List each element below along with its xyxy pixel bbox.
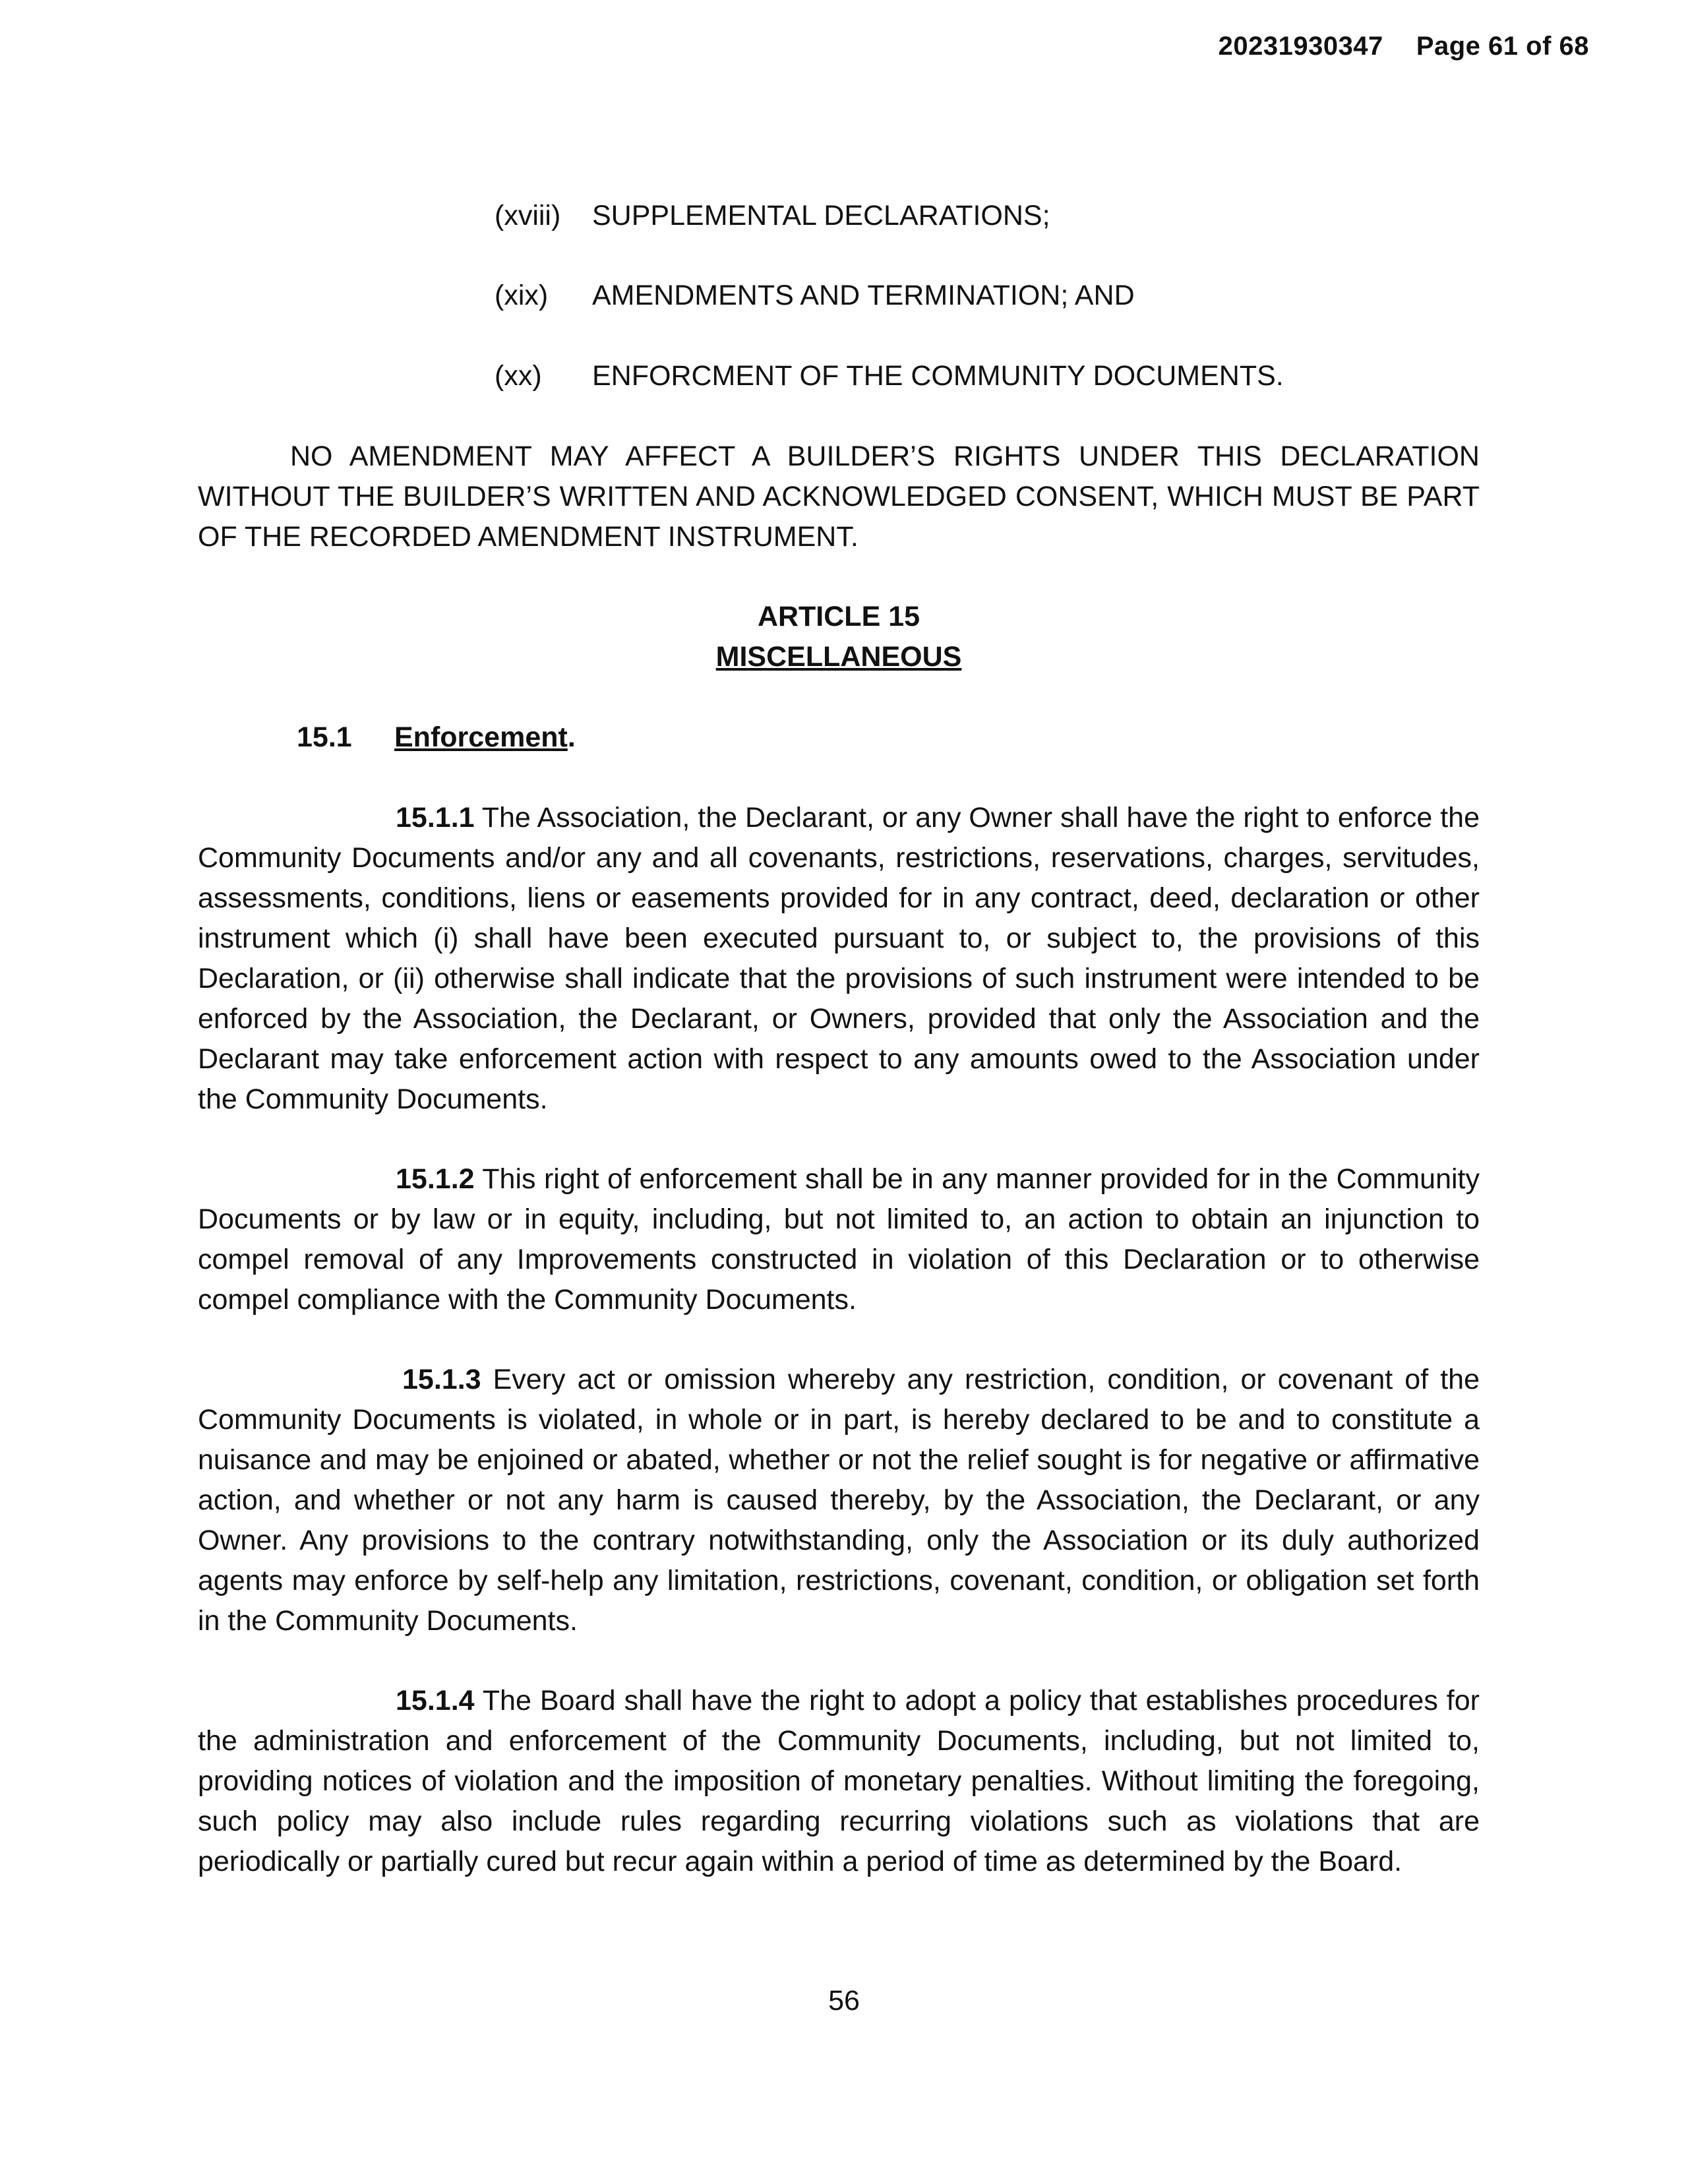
list-item-numeral: (xix): [495, 280, 549, 311]
section-title-period: .: [567, 721, 576, 753]
subsection-text: This right of enforcement shall be in any manner provided for in the Community Documents or by law or in equity, including, but not limited to, an action to obtain an injunction to compel removal of any Improvements constructed in violation of this Declaration or to otherwise compel compliance with the Community Documents.: [198, 1163, 1480, 1316]
list-item-text: AMENDMENTS AND TERMINATION; AND: [592, 280, 1135, 311]
subsection-number: 15.1.3: [402, 1364, 481, 1395]
subsection-text: The Association, the Declarant, or any Owner shall have the right to enforce the Community Documents and/or any and all covenants, restrictions, reservations, charges, servitudes, assessments, conditions, liens or easements provided for in any contract, deed, declaration or other instrument which (i) shall have been executed pursuant to, or subject to, the provisions of this Declaration, or (ii) otherwise shall indicate that the provisions of such instrument were intended to be enforced by the Association, the Declarant, or Owners, provided that only the Association and the Declarant may take enforcement action with respect to any amounts owed to the Association under the Community Documents.: [198, 802, 1480, 1115]
subsection-number: 15.1.2: [396, 1163, 475, 1195]
list-item-xix: [495, 276, 1135, 316]
page-count-label: Page 61 of 68: [1416, 32, 1589, 61]
list-item-numeral: (xviii): [495, 200, 561, 231]
subsection-15-1-3: [198, 1360, 1480, 1641]
article-heading: [198, 597, 1480, 677]
subsection-15-1-4: [198, 1681, 1480, 1882]
subsection-text: Every act or omission whereby any restriction, condition, or covenant of the Community Documents is violated, in whole or in part, is hereby declared to be and to constitute a nuisance and may be enjoined or abated, whether or not the relief sought is for negative or affirmative action, and whether or not any harm is caused thereby, by the Association, the Declarant, or any Owner. Any provisions to the contrary notwithstanding, only the Association or its duly authorized agents may enforce by self-help any limitation, restrictions, covenant, condition, or obligation set forth in the Community Documents.: [198, 1364, 1480, 1637]
document-number: 20231930347: [1218, 32, 1383, 61]
subsection-15-1-2: [198, 1159, 1480, 1320]
list-item-xx: [495, 356, 1284, 396]
subsection-15-1-1: [198, 798, 1480, 1120]
section-title: Enforcement: [394, 721, 568, 753]
section-number: 15.1: [297, 721, 352, 753]
subsection-text: The Board shall have the right to adopt a policy that establishes procedures for the administration and enforcement of the Community Documents, including, but not limited to, providing notices of violation and the imposition of monetary penalties. Without limiting the foregoing, such policy may also include rules regarding recurring violations such as violations that are periodically or partially cured but recur again within a period of time as determined by the Board.: [198, 1685, 1480, 1877]
article-number: ARTICLE 15: [757, 601, 920, 632]
subsection-number: 15.1.4: [396, 1685, 475, 1716]
list-item-text: ENFORCMENT OF THE COMMUNITY DOCUMENTS.: [592, 360, 1284, 392]
section-heading-15-1: [297, 717, 576, 758]
list-item-text: SUPPLEMENTAL DECLARATIONS;: [592, 200, 1050, 231]
list-item-numeral: (xx): [495, 360, 542, 392]
recording-stamp: [1219, 32, 1589, 61]
page-number: 56: [828, 1985, 860, 2017]
article-title: MISCELLANEOUS: [715, 641, 962, 673]
amendment-paragraph: NO AMENDMENT MAY AFFECT A BUILDER’S RIGHTS UNDER THIS DECLARATION WITHOUT THE BUILDER’S WRITTEN AND ACKNOWLEDGED CONSENT, WHICH MUST BE PART OF THE RECORDED AMENDMENT INSTRUMENT.: [198, 440, 1480, 553]
list-item-xviii: [495, 196, 1050, 236]
subsection-number: 15.1.1: [396, 802, 475, 834]
